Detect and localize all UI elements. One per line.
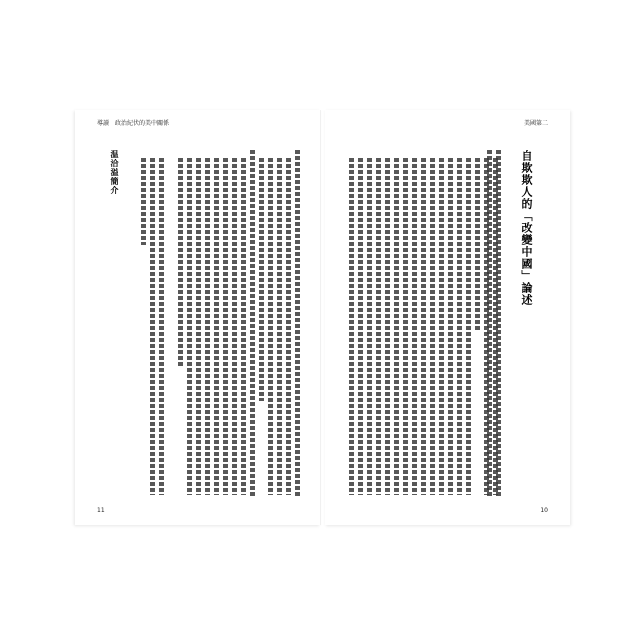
text-line: [232, 158, 237, 495]
text-line: [385, 158, 390, 495]
running-head-label: 導讀: [97, 120, 110, 127]
text-line: [448, 158, 453, 495]
text-line: [484, 158, 489, 495]
left-body-text: [123, 150, 300, 497]
text-line: [187, 158, 192, 495]
text-line: [367, 158, 372, 495]
left-running-head: [97, 120, 169, 128]
text-line: [205, 158, 210, 495]
text-line: [349, 158, 354, 495]
text-line: [196, 158, 201, 495]
text-line: [439, 158, 444, 495]
text-line: [430, 158, 435, 495]
right-page-number: 10: [540, 507, 548, 514]
text-line: [259, 158, 264, 401]
text-line: [159, 158, 164, 495]
text-line: [457, 158, 462, 495]
text-line: [223, 158, 228, 495]
text-line: [475, 158, 480, 332]
section-heading: 自欺欺人的「改變中國」論述: [520, 150, 533, 306]
left-page-number: 11: [97, 507, 105, 514]
text-line: [268, 158, 273, 495]
text-line: [286, 158, 291, 495]
text-line: [295, 150, 300, 497]
text-line: [493, 158, 498, 495]
text-line: [241, 158, 246, 495]
text-line: [376, 158, 381, 495]
text-line: [277, 158, 282, 495]
running-head-title: 政治紀伏的美中關係: [114, 120, 169, 127]
text-line: [403, 158, 408, 495]
text-line: [412, 158, 417, 495]
text-line: [178, 158, 183, 366]
text-line: [214, 158, 219, 495]
left-page: [75, 110, 320, 525]
right-page: [325, 110, 570, 525]
text-line: [421, 158, 426, 495]
text-line: [141, 158, 146, 245]
right-body-text: [349, 150, 514, 497]
author-bio-heading: 温洽溢簡介: [110, 150, 119, 195]
text-line: [466, 158, 471, 495]
right-running-head: 美國第二: [523, 120, 548, 127]
text-line: [150, 158, 155, 495]
text-line: [250, 150, 255, 497]
text-line: [394, 158, 399, 495]
text-line: [358, 158, 363, 495]
